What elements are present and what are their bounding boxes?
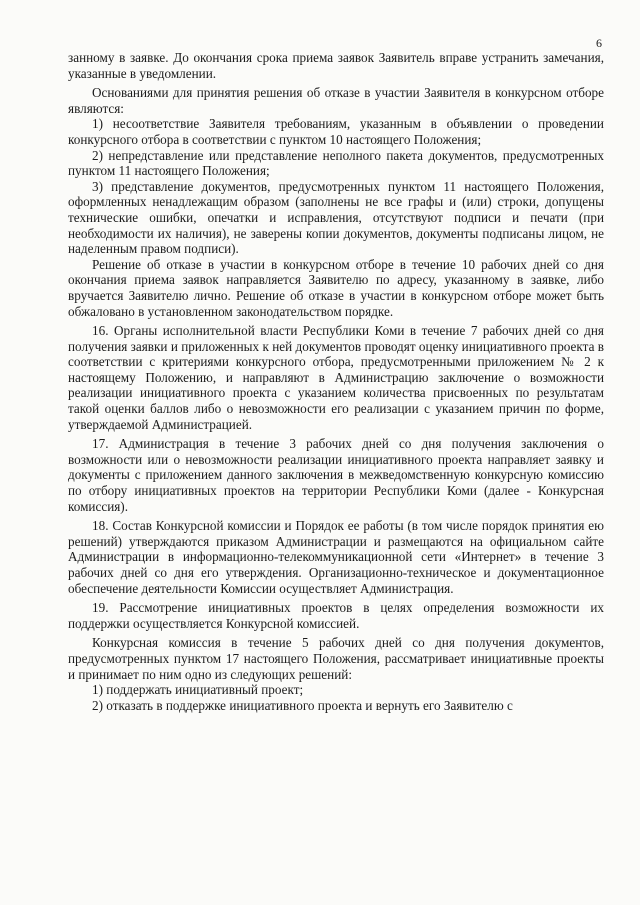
paragraph-item-19: 19. Рассмотрение инициативных проектов в целях определения возможности их поддержки осуществляется Конкурсной комиссией. [68, 600, 604, 631]
paragraph-decision-2: 2) отказать в поддержке инициативного проекта и вернуть его Заявителю с [92, 697, 513, 713]
paragraph-decision-1: 1) поддержать инициативный проект; [92, 682, 304, 698]
paragraph-item-18: 18. Состав Конкурсной комиссии и Порядок ее работы (в том числе порядок принятия ею решений) утверждаются приказом Администрации и размещаются на официальном сайте Администрации в информационно-телекоммуникационной сети «Интернет» в течение 3 рабочих дней со дня его утверждения. Организационно-техническое и документационное обеспечение деятельности Комиссии осуществляет Администрация. [68, 518, 604, 596]
paragraph-item-17: 17. Администрация в течение 3 рабочих дней со дня получения заключения о возможности или о невозможности реализации инициативного проекта направляет заявку и документы с приложением данного заключения в межведомственную конкурсную комиссию по отбору инициативных проектов на территории Республики Коми (далее - Конкурсная комиссия). [68, 436, 604, 514]
paragraph-grounds-intro: Основаниями для принятия решения об отказе в участии Заявителя в конкурсном отборе являются: [68, 85, 604, 116]
document-body [68, 50, 604, 713]
paragraph-refusal-decision: Решение об отказе в участии в конкурсном отборе в течение 10 рабочих дней со дня окончания приема заявок направляется Заявителю по адресу, указанному в заявке, либо вручается Заявителю лично. Решение об отказе в участии в конкурсном отборе может быть обжаловано в установленном законодательством порядке. [68, 256, 604, 319]
page-number: 6 [596, 36, 602, 50]
paragraph-ground-3: 3) представление документов, предусмотренных пунктом 11 настоящего Положения, оформленных ненадлежащим образом (заполнены не все графы и (или) строки, допущены технические ошибки, опечатки и исправления, отсутствуют подписи и печати (при необходимости их наличия), не заверены копии документов, документы подписаны лицом, не наделенным правом подписи). [68, 178, 604, 257]
paragraph-item-16: 16. Органы исполнительной власти Республики Коми в течение 7 рабочих дней со дня получения заявки и приложенных к ней документов проводят оценку инициативного проекта в соответствии с критериями конкурсного отбора, предусмотренными приложением № 2 к настоящему Положению, и направляют в Администрацию заключение о возможности реализации инициативного проекта с указанием количества присвоенных по результатам такой оценки баллов либо о невозможности его реализации с указанием причин по форме, утверждаемой Администрацией. [68, 323, 604, 432]
paragraph-commission-review: Конкурсная комиссия в течение 5 рабочих дней со дня получения документов, предусмотренных пунктом 17 настоящего Положения, рассматривает инициативные проекты и принимает по ним одно из следующих решений: [68, 635, 604, 682]
paragraph-continued-start: занному в заявке. До окончания срока приема заявок Заявитель вправе устранить замечания, указанные в уведомлении. [68, 50, 604, 81]
paragraph-ground-1: 1) несоответствие Заявителя требованиям, указанным в объявлении о проведении конкурсного отбора в соответствии с пунктом 10 настоящего Положения; [68, 116, 604, 147]
paragraph-ground-2: 2) непредставление или представление неполного пакета документов, предусмотренных пунктом 11 настоящего Положения; [68, 147, 604, 179]
